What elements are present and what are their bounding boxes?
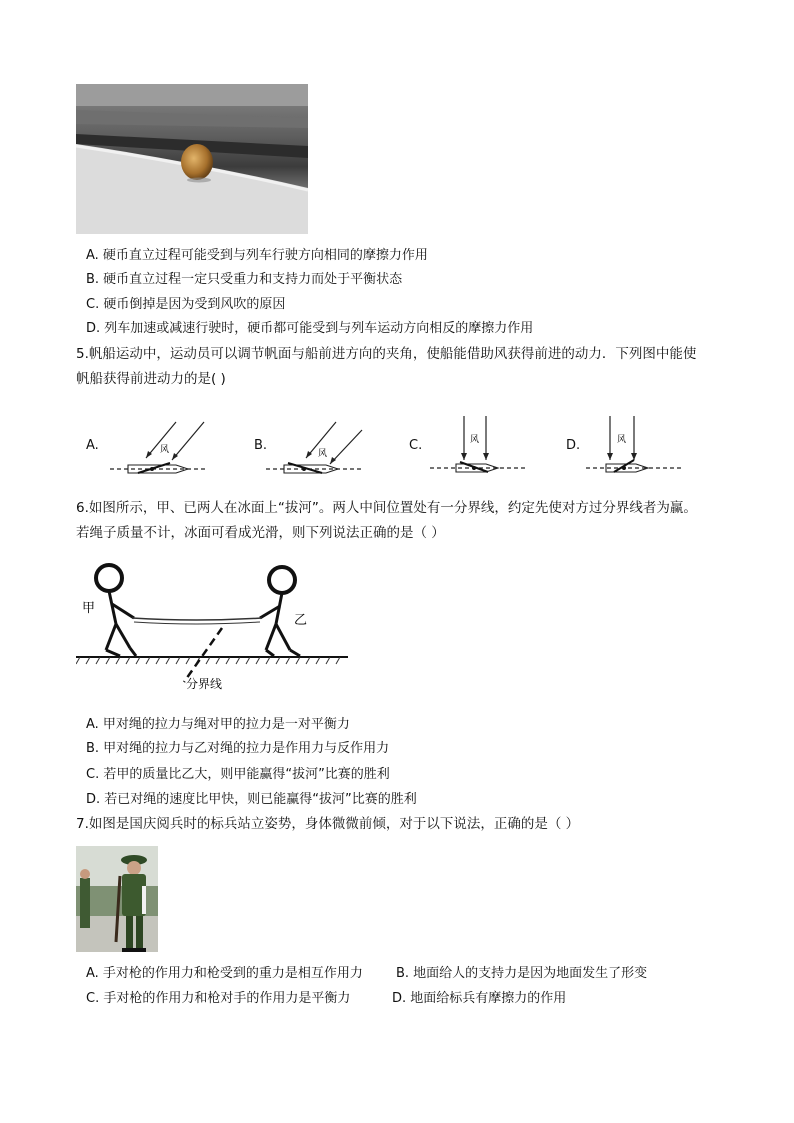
q5-label-b: B. — [254, 438, 268, 453]
q5-wind-label-c: 风 — [470, 435, 480, 445]
q6-stem-line1: 6.如图所示，甲、已两人在冰面上“拔河”。两人中间位置处有一分界线，约定先使对方过分界线者为赢。 — [76, 500, 697, 516]
q6-stem-line2: 若绳子质量不计，冰面可看成光滑，则下列说法正确的是（ ） — [76, 525, 445, 541]
q5-wind-label-d: 风 — [617, 435, 627, 445]
q5-stem-line2: 帆船获得前进动力的是( ) — [76, 371, 226, 387]
q5-label-d: D. — [566, 438, 581, 453]
q5-wind-label-a: 风 — [160, 445, 170, 455]
q4-option-a: A. 硬币直立过程可能受到与列车行驶方向相同的摩擦力作用 — [86, 248, 428, 263]
q5-label-c: C. — [409, 438, 423, 453]
q4-option-d: D. 列车加速或减速行驶时，硬币都可能受到与列车运动方向相反的摩擦力作用 — [86, 321, 534, 336]
q6-option-c: C. 若甲的质量比乙大，则甲能赢得“拔河”比赛的胜利 — [86, 767, 390, 782]
q4-option-b: B. 硬币直立过程一定只受重力和支持力而处于平衡状态 — [86, 272, 403, 287]
q7-option-d: D. 地面给标兵有摩擦力的作用 — [392, 991, 567, 1006]
q7-option-c: C. 手对枪的作用力和枪对手的作用力是平衡力 — [86, 991, 351, 1006]
q6-option-b: B. 甲对绳的拉力与乙对绳的拉力是作用力与反作用力 — [86, 741, 390, 756]
q7-option-b: B. 地面给人的支持力是因为地面发生了形变 — [396, 966, 648, 981]
q5-wind-label-b: 风 — [318, 449, 328, 459]
fig-label-jia: 甲 — [82, 601, 96, 616]
fig-label-yi: 乙 — [294, 613, 308, 628]
sail-diagram-d — [584, 414, 686, 474]
coin-train-photo — [76, 84, 308, 234]
q5-stem-line1: 5.帆船运动中，运动员可以调节帆面与船前进方向的夹角，使船能借助风获得前进的动力．下列图中能使 — [76, 346, 697, 362]
tug-of-war-figure — [76, 552, 352, 702]
honor-guard-photo — [76, 846, 158, 952]
q7-option-a: A. 手对枪的作用力和枪受到的重力是相互作用力 — [86, 966, 363, 981]
fig-label-boundary: 分界线 — [186, 677, 223, 691]
q6-option-d: D. 若已对绳的速度比甲快，则已能赢得“拔河”比赛的胜利 — [86, 792, 417, 807]
q5-label-a: A. — [86, 438, 99, 453]
sail-diagram-a — [108, 418, 210, 474]
q6-option-a: A. 甲对绳的拉力与绳对甲的拉力是一对平衡力 — [86, 717, 350, 732]
q7-stem: 7.如图是国庆阅兵时的标兵站立姿势，身体微微前倾，对于以下说法，正确的是（ ） — [76, 816, 580, 832]
sail-diagram-c — [428, 414, 530, 474]
sail-diagram-b — [264, 418, 366, 474]
q4-option-c: C. 硬币倒掉是因为受到风吹的原因 — [86, 297, 286, 312]
